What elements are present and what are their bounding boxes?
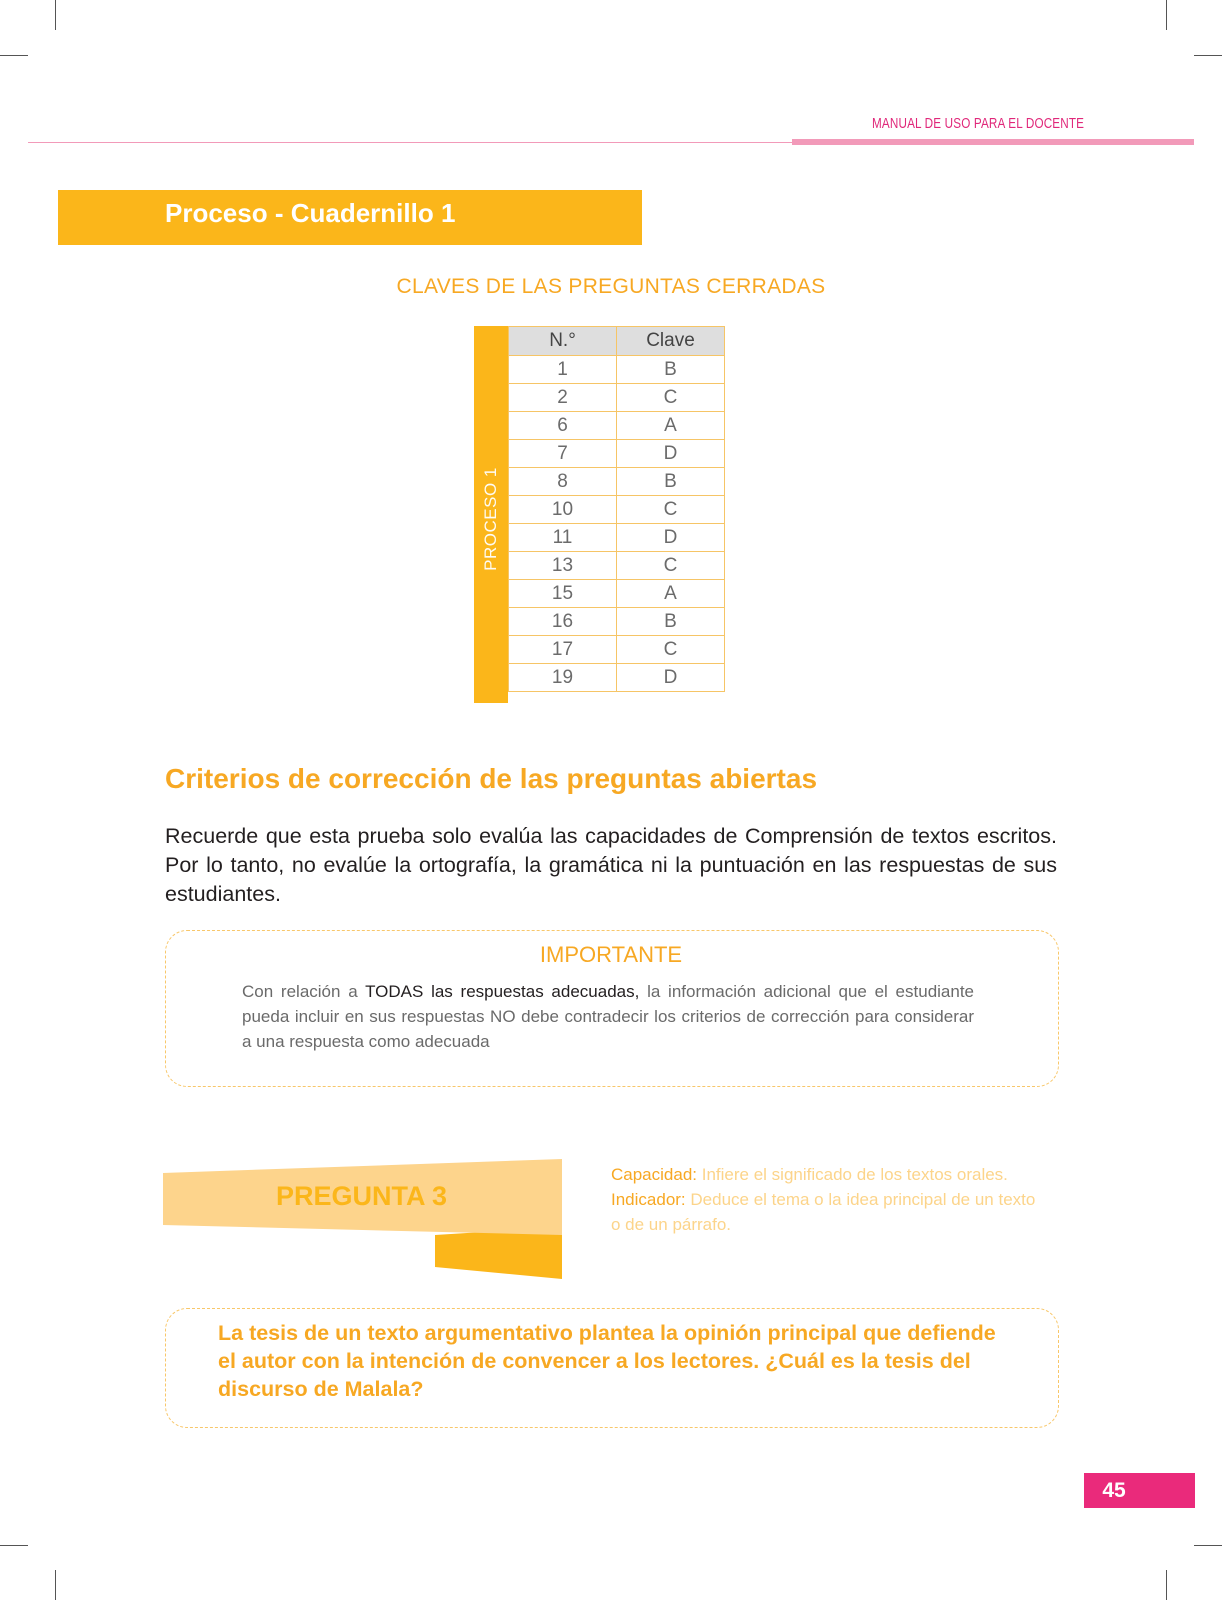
table-row: [509, 580, 725, 608]
table-side-label: PROCESO 1: [481, 467, 500, 571]
answer-key-cell: C: [617, 384, 725, 412]
answer-key-cell: B: [617, 468, 725, 496]
crop-mark: [0, 1545, 28, 1546]
page-number: 45: [1102, 1479, 1126, 1502]
question-number-cell: 1: [509, 356, 617, 384]
header-rule: [28, 142, 793, 143]
table-row: [509, 384, 725, 412]
section-title: Proceso - Cuadernillo 1: [165, 198, 456, 228]
table-row: [509, 552, 725, 580]
keys-title: CLAVES DE LAS PREGUNTAS CERRADAS: [396, 275, 826, 298]
answer-key-cell: A: [617, 412, 725, 440]
question-number-cell: 16: [509, 608, 617, 636]
answer-key-cell: A: [617, 580, 725, 608]
answer-key-cell: D: [617, 440, 725, 468]
criterios-paragraph: Recuerde que esta prueba solo evalúa las capacidades de Comprensión de textos escritos. Por lo tanto, no evalúe la ortografía, la gramática ni la puntuación en las respuestas de sus estudiantes.: [165, 824, 1057, 906]
answer-key-cell: D: [617, 524, 725, 552]
answer-key-cell: B: [617, 608, 725, 636]
pregunta-ribbon: [163, 1155, 563, 1280]
crop-mark: [55, 1570, 56, 1600]
answer-key-table: [508, 326, 725, 692]
answer-key-cell: C: [617, 552, 725, 580]
header-rule-accent: [792, 139, 1194, 145]
pregunta-label: PREGUNTA 3: [276, 1181, 448, 1211]
question-number-cell: 11: [509, 524, 617, 552]
table-row: [509, 664, 725, 692]
table-row: [509, 440, 725, 468]
importante-emphasis: TODAS las respuestas adecuadas,: [365, 982, 640, 1001]
question-text: La tesis de un texto argumentativo plantea la opinión principal que defiende el autor con la intención de convencer a los lectores. ¿Cuál es la tesis del discurso de Malala?: [218, 1321, 996, 1401]
criterios-heading: Criterios de corrección de las preguntas abiertas: [165, 763, 818, 794]
capacidad-indicador: Capacidad: Infiere el significado de los textos orales. Indicador: Deduce el tema o la idea principal de un texto o de un párrafo.: [611, 1165, 1036, 1234]
crop-mark: [1194, 1545, 1222, 1546]
question-number-cell: 17: [509, 636, 617, 664]
question-number-cell: 19: [509, 664, 617, 692]
table-row: [509, 356, 725, 384]
answer-key-cell: C: [617, 636, 725, 664]
question-number-cell: 2: [509, 384, 617, 412]
capacidad-label: Capacidad:: [611, 1165, 698, 1184]
question-number-cell: 8: [509, 468, 617, 496]
table-row: [509, 496, 725, 524]
answer-key-cell: B: [617, 356, 725, 384]
importante-text: Con relación a TODAS las respuestas adecuadas, la información adicional que el estudiante pueda incluir en sus respuestas NO debe contradecir los criterios de corrección para considerar a una respuesta como adecuada: [242, 982, 975, 1051]
answer-key-cell: C: [617, 496, 725, 524]
crop-mark: [0, 55, 28, 56]
table-row: [509, 608, 725, 636]
crop-mark: [1166, 0, 1167, 30]
indicador-label: Indicador:: [611, 1190, 686, 1209]
crop-mark: [1194, 55, 1222, 56]
table-row: [509, 636, 725, 664]
running-header: MANUAL DE USO PARA EL DOCENTE: [872, 115, 1085, 132]
importante-title: IMPORTANTE: [539, 942, 683, 967]
crop-mark: [55, 0, 56, 30]
question-number-cell: 10: [509, 496, 617, 524]
question-number-cell: 15: [509, 580, 617, 608]
answer-key-cell: D: [617, 664, 725, 692]
table-row: [509, 412, 725, 440]
question-number-cell: 13: [509, 552, 617, 580]
column-header-num: N.°: [509, 327, 617, 356]
question-number-cell: 6: [509, 412, 617, 440]
column-header-key: Clave: [617, 327, 725, 356]
table-row: [509, 468, 725, 496]
table-row: [509, 524, 725, 552]
crop-mark: [1166, 1570, 1167, 1600]
question-number-cell: 7: [509, 440, 617, 468]
